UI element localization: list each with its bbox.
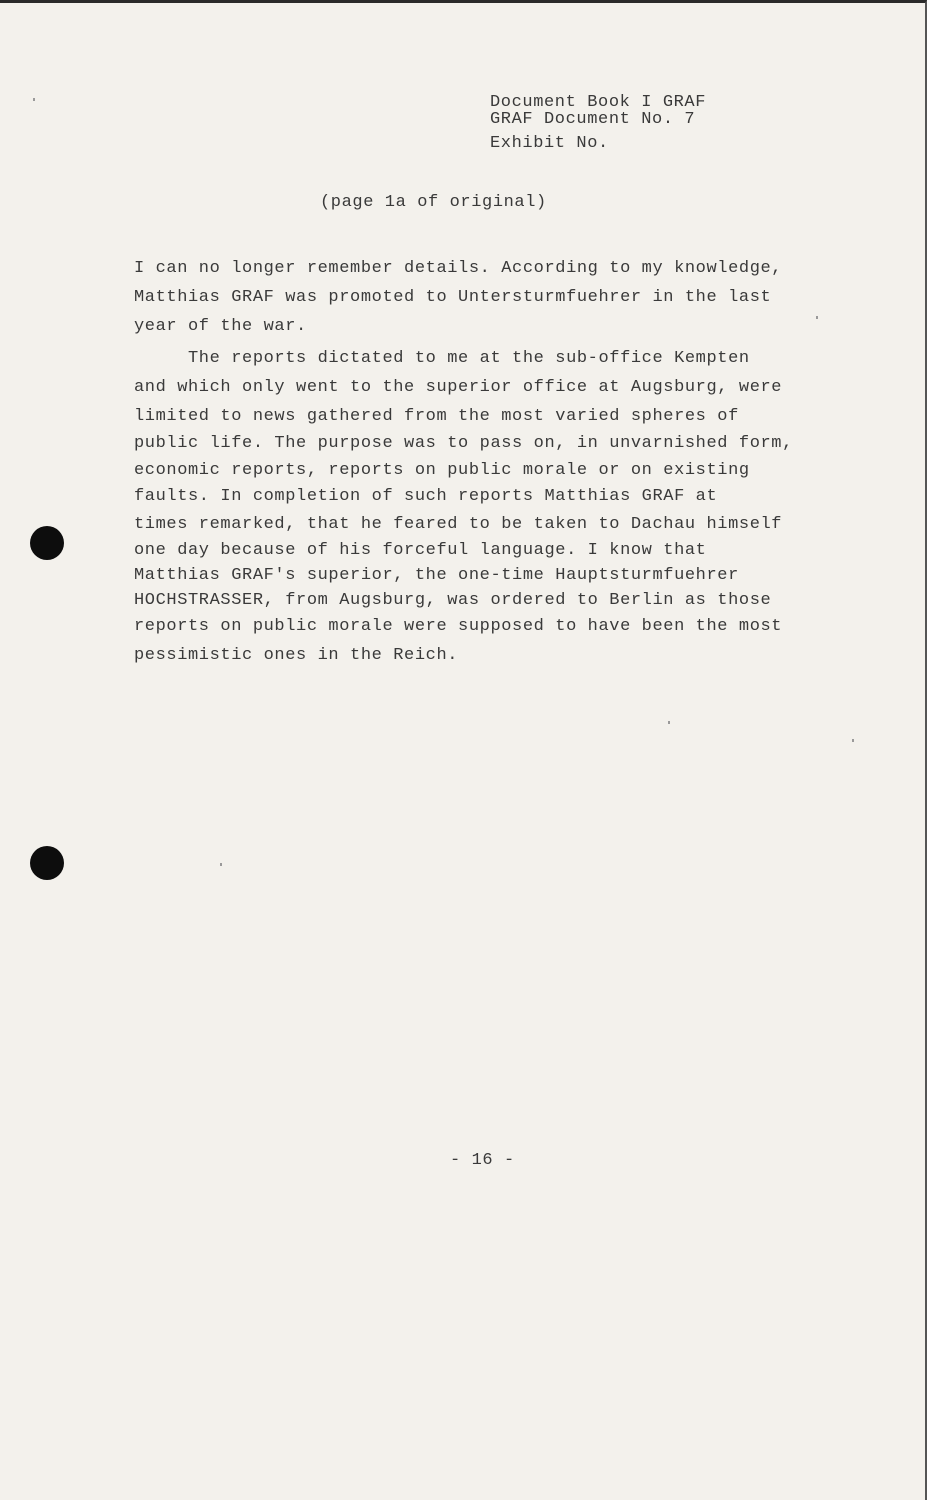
body-line: limited to news gathered from the most varied spheres of: [134, 407, 739, 426]
body-line: year of the war.: [134, 317, 307, 336]
punch-hole: [30, 526, 64, 560]
body-line: Matthias GRAF's superior, the one-time Hauptsturmfuehrer: [134, 566, 739, 585]
punch-hole: [30, 846, 64, 880]
paper-speck: [852, 739, 854, 742]
body-line: I can no longer remember details. According to my knowledge,: [134, 259, 783, 278]
body-line: faults. In completion of such reports Matthias GRAF at: [134, 487, 718, 506]
body-line: economic reports, reports on public morale or on existing: [134, 461, 750, 480]
body-line: The reports dictated to me at the sub-office Kempten: [134, 349, 750, 368]
paper-speck: [33, 98, 35, 101]
body-line: and which only went to the superior office at Augsburg, were: [134, 378, 783, 397]
paper-speck: [816, 316, 818, 319]
body-line: pessimistic ones in the Reich.: [134, 646, 459, 665]
body-line: public life. The purpose was to pass on, in unvarnished form,: [134, 434, 793, 453]
body-line: one day because of his forceful language. I know that: [134, 541, 707, 560]
paper-speck: [668, 721, 670, 724]
body-line: HOCHSTRASSER, from Augsburg, was ordered to Berlin as those: [134, 591, 772, 610]
document-number-label: GRAF Document No. 7: [490, 110, 696, 129]
page-reference-note: (page 1a of original): [320, 193, 547, 212]
exhibit-number-label: Exhibit No.: [490, 134, 609, 153]
paper-speck: [220, 863, 222, 866]
body-line: times remarked, that he feared to be taken to Dachau himself: [134, 515, 783, 534]
document-book-label: Document Book I GRAF: [490, 93, 707, 112]
body-line: Matthias GRAF was promoted to Untersturmfuehrer in the last: [134, 288, 772, 307]
body-line: reports on public morale were supposed to have been the most: [134, 617, 783, 636]
page-number: - 16 -: [450, 1151, 515, 1170]
